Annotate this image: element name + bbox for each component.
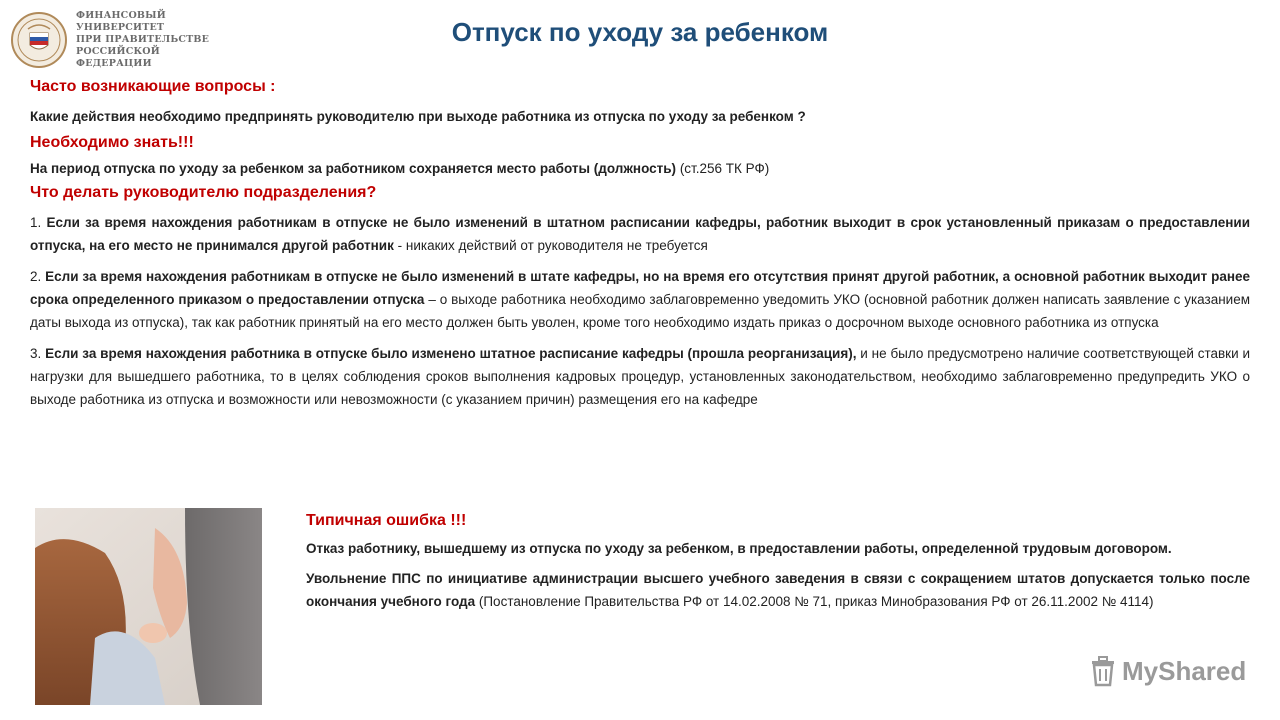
child-hands-image bbox=[35, 508, 262, 705]
faq-heading: Часто возникающие вопросы : bbox=[30, 78, 276, 95]
logo-line-2: ПРИ ПРАВИТЕЛЬСТВЕ bbox=[76, 34, 210, 45]
error-2-ref: (Постановление Правительства РФ от 14.02.2008 № 71, приказ Минобразования РФ от 26.11.2002 № 4114) bbox=[475, 594, 1154, 609]
typical-error-block bbox=[306, 512, 1250, 613]
typical-error-heading: Типичная ошибка !!! bbox=[306, 512, 467, 529]
item-rest: и не было предусмотрено наличие соответствующей ставки и нагрузки для вышедшего работника, то в целях соблюдения сроков выполнения кадровых процедур, установленных законодательством, необходимо заблаговременно предупредить УКО о выходе работника из отпуска и возможности или невозможности (с указанием причин) размещения его на кафедре bbox=[30, 346, 1250, 407]
page-title: Отпуск по уходу за ребенком bbox=[451, 17, 829, 47]
list-item bbox=[30, 211, 1250, 257]
must-know-bold: На период отпуска по уходу за ребенком за работником сохраняется место работы (должность) bbox=[30, 161, 677, 176]
item-rest: - никаких действий от руководителя не требуется bbox=[393, 238, 708, 253]
item-number: 3. bbox=[30, 346, 46, 361]
what-to-do-heading: Что делать руководителю подразделения? bbox=[30, 184, 377, 201]
trash-icon bbox=[1088, 655, 1118, 687]
must-know-heading: Необходимо знать!!! bbox=[30, 134, 194, 151]
must-know-text bbox=[30, 157, 1250, 180]
error-text-1: Отказ работнику, вышедшему из отпуска по уходу за ребенком, в предоставлении работы, определенной трудовым договором. bbox=[306, 541, 1172, 556]
watermark-text: MyShared bbox=[1122, 655, 1247, 686]
item-bold: Если за время нахождения работникам в отпуске не было изменений в штатном расписании кафедры, работник выходит в срок установленный приказам о предоставлении отпуска, на его место не принимался другой работник bbox=[30, 215, 1250, 253]
list-item bbox=[30, 342, 1250, 411]
error-text-2 bbox=[306, 567, 1250, 613]
logo-line-1: ФИНАНСОВЫЙ УНИВЕРСИТЕТ bbox=[76, 10, 166, 33]
main-content bbox=[30, 78, 1250, 411]
logo-line-3: РОССИЙСКОЙ ФЕДЕРАЦИИ bbox=[76, 46, 160, 69]
child-photo bbox=[35, 508, 262, 705]
item-number: 1. bbox=[30, 215, 47, 230]
error-2-bold: Увольнение ППС по инициативе администрации высшего учебного заведения в связи с сокращением штатов допускается только после окончания учебного года bbox=[306, 571, 1250, 609]
item-bold: Если за время нахождения работникам в отпуске не было изменений в штате кафедры, но на время его отсутствия принят другой работник, а основной работник выходит ранее срока определенного приказом о предоставлении отпуска bbox=[30, 269, 1250, 307]
list-item bbox=[30, 265, 1250, 334]
item-bold: Если за время нахождения работника в отпуске было изменено штатное расписание кафедры (прошла реорганизация), bbox=[45, 346, 857, 361]
faq-question: Какие действия необходимо предпринять руководителю при выходе работника из отпуска по уходу за ребенком ? bbox=[30, 109, 806, 124]
watermark bbox=[1088, 655, 1246, 687]
item-number: 2. bbox=[30, 269, 46, 284]
must-know-ref: (ст.256 ТК РФ) bbox=[676, 161, 770, 176]
item-rest: – о выходе работника необходимо заблаговременно уведомить УКО (основной работник должен написать заявление с указанием даты выхода из отпуска), так как работник принятый на его место должен быть уволен, кроме того необходимо издать приказ о досрочном выходе основного работника из отпуска bbox=[30, 292, 1250, 330]
